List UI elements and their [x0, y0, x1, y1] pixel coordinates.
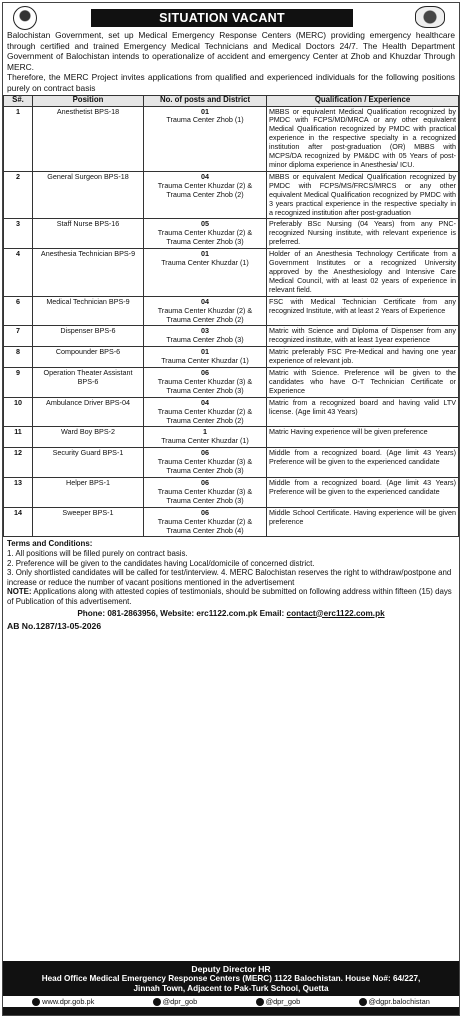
- email-link[interactable]: contact@erc1122.com.pk: [286, 608, 385, 618]
- row-post-count: 06: [201, 448, 209, 458]
- row-sno: 13: [4, 478, 33, 508]
- row-posts: [144, 296, 267, 326]
- phone-website: Phone: 081-2863956, Website: erc1122.com.pk Email:: [77, 608, 285, 618]
- row-posts: [144, 368, 267, 398]
- website-item[interactable]: [32, 997, 94, 1006]
- advertisement-page: [2, 2, 460, 1016]
- merc-logo-icon: [415, 6, 445, 28]
- instagram-item[interactable]: [359, 997, 430, 1006]
- table-row: [4, 296, 459, 326]
- footer-designation: Deputy Director HR: [191, 964, 271, 974]
- row-qualification: Middle from a recognized board. (Age limit 43 Years) Preference will be given to the experienced candidate: [267, 448, 459, 478]
- row-post-count: 04: [201, 397, 209, 407]
- row-qualification: Matric preferably FSC Pre-Medical and having one year experience of relevant job.: [267, 347, 459, 368]
- header-sno: S#.: [4, 95, 33, 106]
- row-district: Trauma Center Khuzdar (3) & Trauma Center Zhob (3): [157, 376, 253, 395]
- row-district: Trauma Center Zhob (1): [166, 115, 244, 125]
- table-row: [4, 427, 459, 448]
- row-posts: [144, 326, 267, 347]
- header-position: Position: [33, 95, 144, 106]
- website-text: www.dpr.gob.pk: [42, 997, 95, 1006]
- row-position: Security Guard BPS-1: [33, 448, 144, 478]
- row-qualification: MBBS or equivalent Medical Qualification recognized by PMDC with FCPS/MD/MRCA or any other equivalent Medical Qualification recognized by PMDC with practical experience in the respective specialty in a recognized institution after post-graduation (OR) MBBS with MCPS/DA recognized by PM&DC with 05 Years of post-minor diploma experience in Anesthesia/ ICU.: [267, 106, 459, 171]
- twitter-icon: [153, 998, 161, 1006]
- term-item: 3. Only shortlisted candidates will be called for test/interview. 4. MERC Balochistan reserves the right to withdraw/postpone and increase or reduce the number of vacant positions mentioned in the advertisement: [7, 568, 452, 587]
- row-qualification: Matric Having experience will be given preference: [267, 427, 459, 448]
- row-qualification: FSC with Medical Technician Certificate from any recognized Institute, with at least 2 Years of Experience: [267, 296, 459, 326]
- row-post-count: 04: [201, 171, 209, 181]
- row-posts: [144, 448, 267, 478]
- row-district: Trauma Center Khuzdar (2) & Trauma Center Zhob (2): [157, 305, 253, 324]
- table-row: [4, 507, 459, 537]
- terms-section: [3, 537, 459, 606]
- row-position: Medical Technician BPS-9: [33, 296, 144, 326]
- row-post-count: 01: [201, 106, 209, 116]
- intro: [3, 29, 459, 94]
- vacancy-table-body: [4, 106, 459, 537]
- row-district: Trauma Center Khuzdar (1): [161, 436, 249, 446]
- row-post-count: 01: [201, 249, 209, 259]
- instagram-text: @dgpr.balochistan: [368, 997, 430, 1006]
- row-district: Trauma Center Khuzdar (1): [161, 356, 249, 366]
- row-sno: 7: [4, 326, 33, 347]
- row-sno: 12: [4, 448, 33, 478]
- table-row: [4, 347, 459, 368]
- row-district: Trauma Center Khuzdar (2) & Trauma Center Zhob (4): [157, 516, 253, 535]
- row-post-count: 03: [201, 326, 209, 336]
- row-sno: 3: [4, 219, 33, 249]
- header: [3, 3, 459, 29]
- note: [7, 587, 455, 606]
- social-bar: [3, 996, 459, 1007]
- row-posts: [144, 397, 267, 427]
- row-sno: 11: [4, 427, 33, 448]
- row-posts: [144, 106, 267, 171]
- row-posts: [144, 507, 267, 537]
- row-posts: [144, 427, 267, 448]
- row-post-count: 1: [203, 427, 207, 437]
- row-post-count: 01: [201, 347, 209, 357]
- facebook-item[interactable]: [256, 997, 301, 1006]
- intro-paragraph-1: Balochistan Government, set up Medical Emergency Response Centers (MERC) providing emergency healthcare through certified and trained Emergency Medical Technicians and Medical Doctors 24/7. The Health Department Government of Balochistan intends to operationalize of accident and emergency Center at Zhob and Khuzdar Through MERC.: [7, 30, 455, 72]
- table-row: [4, 397, 459, 427]
- vacancy-table: [3, 95, 459, 538]
- row-posts: [144, 249, 267, 297]
- row-qualification: Matric from a recognized board and having valid LTV license. (Age limit 43 Years): [267, 397, 459, 427]
- row-qualification: MBBS or equivalent Medical Qualification recognized by PMDC with FCPS/MS/FRCS/MRCS or any other equivalent Medical Qualification recognized by PMDC with 3 years practical experience in the respective specialty in a recognized institution after post-graduation: [267, 171, 459, 219]
- row-qualification: Middle School Certificate. Having experience will be given preference: [267, 507, 459, 537]
- row-sno: 1: [4, 106, 33, 171]
- row-district: Trauma Center Khuzdar (2) & Trauma Center Zhob (2): [157, 406, 253, 425]
- table-row: [4, 219, 459, 249]
- table-row: [4, 478, 459, 508]
- row-position: Operation Theater Assistant BPS-6: [33, 368, 144, 398]
- table-row: [4, 448, 459, 478]
- row-position: Helper BPS-1: [33, 478, 144, 508]
- page-title: SITUATION VACANT: [91, 9, 353, 27]
- row-position: Compounder BPS-6: [33, 347, 144, 368]
- table-row: [4, 368, 459, 398]
- twitter-item[interactable]: [153, 997, 198, 1006]
- row-position: Dispenser BPS-6: [33, 326, 144, 347]
- row-qualification: Middle from a recognized board. (Age limit 43 Years) Preference will be given to the experienced candidate: [267, 478, 459, 508]
- row-posts: [144, 478, 267, 508]
- footer: [3, 961, 459, 1015]
- term-item: 1. All positions will be filled purely on contract basis.: [7, 549, 188, 559]
- row-sno: 10: [4, 397, 33, 427]
- intro-paragraph-2: Therefore, the MERC Project invites applications from qualified and experienced individuals for the following positions purely on contract basis: [7, 72, 455, 93]
- row-position: Anesthesia Technician BPS-9: [33, 249, 144, 297]
- row-position: Sweeper BPS-1: [33, 507, 144, 537]
- row-qualification: Matric with Science and Diploma of Dispenser from any recognized institute, with at least 1year experience: [267, 326, 459, 347]
- globe-icon: [32, 998, 40, 1006]
- row-qualification: Holder of an Anesthesia Technology Certificate from a Government Institutes or a recognized University approved by the Anesthesiology and Intensive Care Medical Council, with at least 02 years of experience in relevant field.: [267, 249, 459, 297]
- balochistan-logo-icon: [13, 6, 37, 30]
- twitter-text: @dpr_gob: [162, 997, 198, 1006]
- row-qualification: Matric with Science. Preference will be given to the candidates who have O-T Technician Certificate or Experience: [267, 368, 459, 398]
- table-row: [4, 249, 459, 297]
- facebook-text: @dpr_gob: [265, 997, 301, 1006]
- row-post-count: 06: [201, 368, 209, 378]
- row-sno: 14: [4, 507, 33, 537]
- row-post-count: 04: [201, 296, 209, 306]
- table-row: [4, 106, 459, 171]
- row-posts: [144, 347, 267, 368]
- row-position: Ambulance Driver BPS-04: [33, 397, 144, 427]
- row-district: Trauma Center Zhob (3): [166, 335, 244, 345]
- term-item: 2. Preference will be given to the candidates having Local/domicile of concerned district.: [7, 558, 315, 568]
- row-district: Trauma Center Khuzdar (2) & Trauma Center Zhob (2): [157, 180, 253, 199]
- row-district: Trauma Center Khuzdar (1): [161, 258, 249, 268]
- row-sno: 4: [4, 249, 33, 297]
- header-posts: No. of posts and District: [144, 95, 267, 106]
- ab-number: AB No.1287/13-05-2026: [7, 620, 102, 631]
- row-post-count: 06: [201, 478, 209, 487]
- contact-line: [3, 609, 459, 618]
- table-header-row: [4, 95, 459, 106]
- row-post-count: 05: [201, 219, 209, 229]
- row-district: Trauma Center Khuzdar (2) & Trauma Center Zhob (3): [157, 228, 253, 247]
- row-sno: 8: [4, 347, 33, 368]
- row-district: Trauma Center Khuzdar (3) & Trauma Center Zhob (3): [157, 486, 253, 505]
- row-position: General Surgeon BPS-18: [33, 171, 144, 219]
- row-posts: [144, 171, 267, 219]
- footer-address-1: Head Office Medical Emergency Response Centers (MERC) 1122 Balochistan. House No#: 64/227,: [41, 974, 421, 983]
- row-position: Anesthetist BPS-18: [33, 106, 144, 171]
- row-sno: 2: [4, 171, 33, 219]
- row-posts: [144, 219, 267, 249]
- row-sno: 9: [4, 368, 33, 398]
- row-qualification: Preferably BSc Nursing (04 Years) from any PNC-recognized Nursing institute, with relevant experience is preferred.: [267, 219, 459, 249]
- table-row: [4, 326, 459, 347]
- facebook-icon: [256, 998, 264, 1006]
- row-position: Staff Nurse BPS-16: [33, 219, 144, 249]
- row-position: Ward Boy BPS-2: [33, 427, 144, 448]
- header-qualification: Qualification / Experience: [267, 95, 459, 106]
- terms-heading: Terms and Conditions:: [7, 539, 93, 549]
- note-text: Applications along with attested copies of testimonials, should be submitted on following address within fifteen (15) days of Publication of this advertisement.: [7, 587, 452, 606]
- row-district: Trauma Center Khuzdar (3) & Trauma Center Zhob (3): [157, 457, 253, 476]
- instagram-icon: [359, 998, 367, 1006]
- footer-address-2: Jinnah Town, Adjacent to Pak-Turk School, Quetta: [133, 984, 329, 993]
- note-label: NOTE:: [7, 587, 32, 597]
- row-sno: 6: [4, 296, 33, 326]
- row-post-count: 06: [201, 507, 209, 517]
- table-row: [4, 171, 459, 219]
